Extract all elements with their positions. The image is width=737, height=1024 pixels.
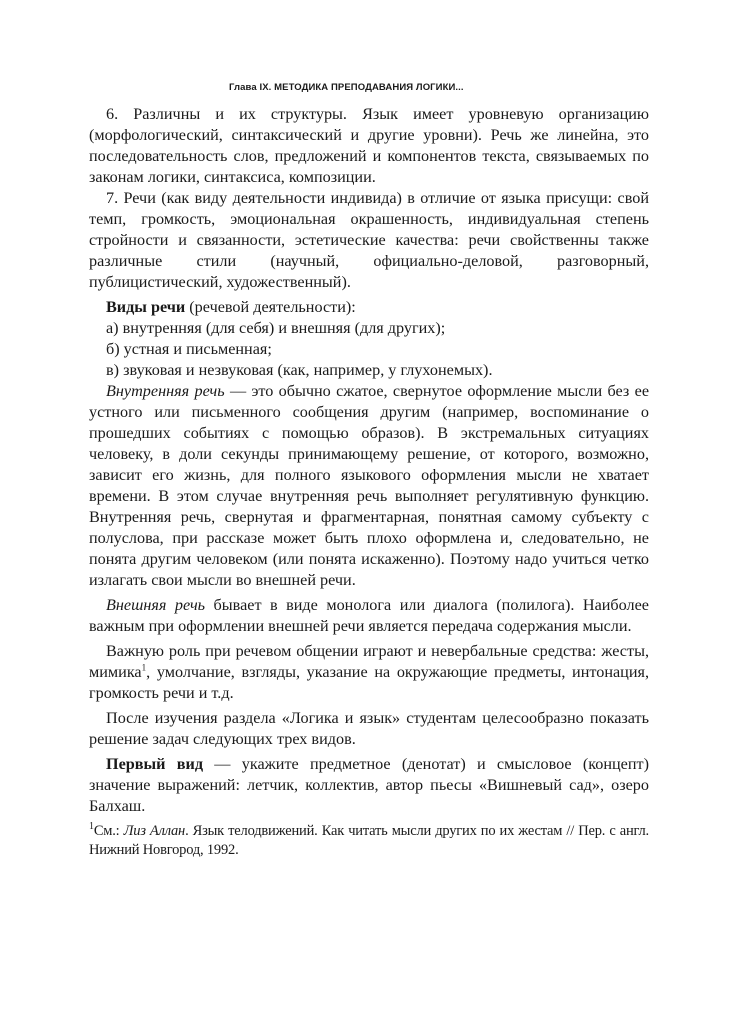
outer-speech-paragraph <box>89 595 649 637</box>
first-kind-text: — укажите предметное (денотат) и смысловое (концепт) значение выражений: летчик, коллектив, автор пьесы «Вишневый сад», озеро Балхаш. <box>89 755 649 815</box>
nonverbal-text-b: , умолчание, взгляды, указание на окружающие предметы, интонация, громкость речи и т.д. <box>89 663 649 702</box>
footnote-text: . Язык телодвижений. Как читать мысли других по их жестам // Пер. с англ. Нижний Новгород, 1992. <box>89 822 649 858</box>
speech-kinds-heading <box>89 297 649 318</box>
first-kind-paragraph <box>89 754 649 817</box>
list-item-a: а) внутренняя (для себя) и внешняя (для других); <box>106 319 446 337</box>
after-section-paragraph: После изучения раздела «Логика и язык» студентам целесообразно показать решение задач следующих трех видов. <box>89 709 649 748</box>
paragraph-6: 6. Различны и их структуры. Язык имеет уровневую организацию (морфологический, синтаксический и другие уровни). Речь же линейна, это последовательность слов, предложений и компонентов текста, связываемых по законам логики, синтаксиса, композиции. <box>89 105 649 186</box>
first-kind-term: Первый вид <box>106 755 204 773</box>
speech-kinds-rest: (речевой деятельности): <box>185 298 356 316</box>
footnote-author: Лиз Аллан <box>123 822 186 839</box>
paragraph-7: 7. Речи (как виду деятельности индивида) в отличие от языка присущи: свой темп, громкость, эмоциональная окрашенность, индивидуальная степень стройности и связанности, эстетические качества: речи свойственны также различные стили (научный, официально-деловой, разговорный, публицистический, художественный). <box>89 189 649 291</box>
list-item-c: в) звуковая и незвуковая (как, например, у глухонемых). <box>106 361 493 379</box>
footnote-mark: 1 <box>89 821 94 832</box>
outer-speech-text: бывает в виде монолога или диалога (полилога). Наиболее важным при оформлении внешней речи является передача содержания мысли. <box>89 596 649 635</box>
outer-speech-term: Внешняя речь <box>106 596 206 614</box>
inner-speech-text: — это обычно сжатое, свернутое оформление мысли без ее устного или письменного сообщения другим (например, воспоминание о прошедших событиях с помощью образов). В экстремальных ситуациях человеку, в доли секунды принимающему решение, от которого, возможно, зависит его жизнь, для полного языкового оформления мысли не хватает времени. В этом случае внутренняя речь выполняет регулятивную функцию. Внутренняя речь, свернутая и фрагментарная, понятная самому субъекту с полуслова, при рассказе может быть плохо оформлена и, следовательно, не понята другим человеком (или понята искаженно). Поэтому надо учиться четко излагать свои мысли во внешней речи. <box>89 382 649 589</box>
page-body <box>89 104 649 860</box>
footnote <box>89 817 649 860</box>
speech-kinds-title: Виды речи <box>106 298 186 316</box>
inner-speech-paragraph <box>89 381 649 591</box>
nonverbal-text-a: Важную роль при речевом общении играют и невербальные средства: жесты, мимика <box>89 642 649 681</box>
running-header: Глава IX. МЕТОДИКА ПРЕПОДАВАНИЯ ЛОГИКИ... <box>229 82 464 93</box>
footnote-reference: 1 <box>141 662 147 673</box>
inner-speech-term: Внутренняя речь <box>106 382 225 400</box>
footnote-prefix: См.: <box>93 822 124 839</box>
list-item-b: б) устная и письменная; <box>106 340 272 358</box>
nonverbal-paragraph <box>89 641 649 704</box>
